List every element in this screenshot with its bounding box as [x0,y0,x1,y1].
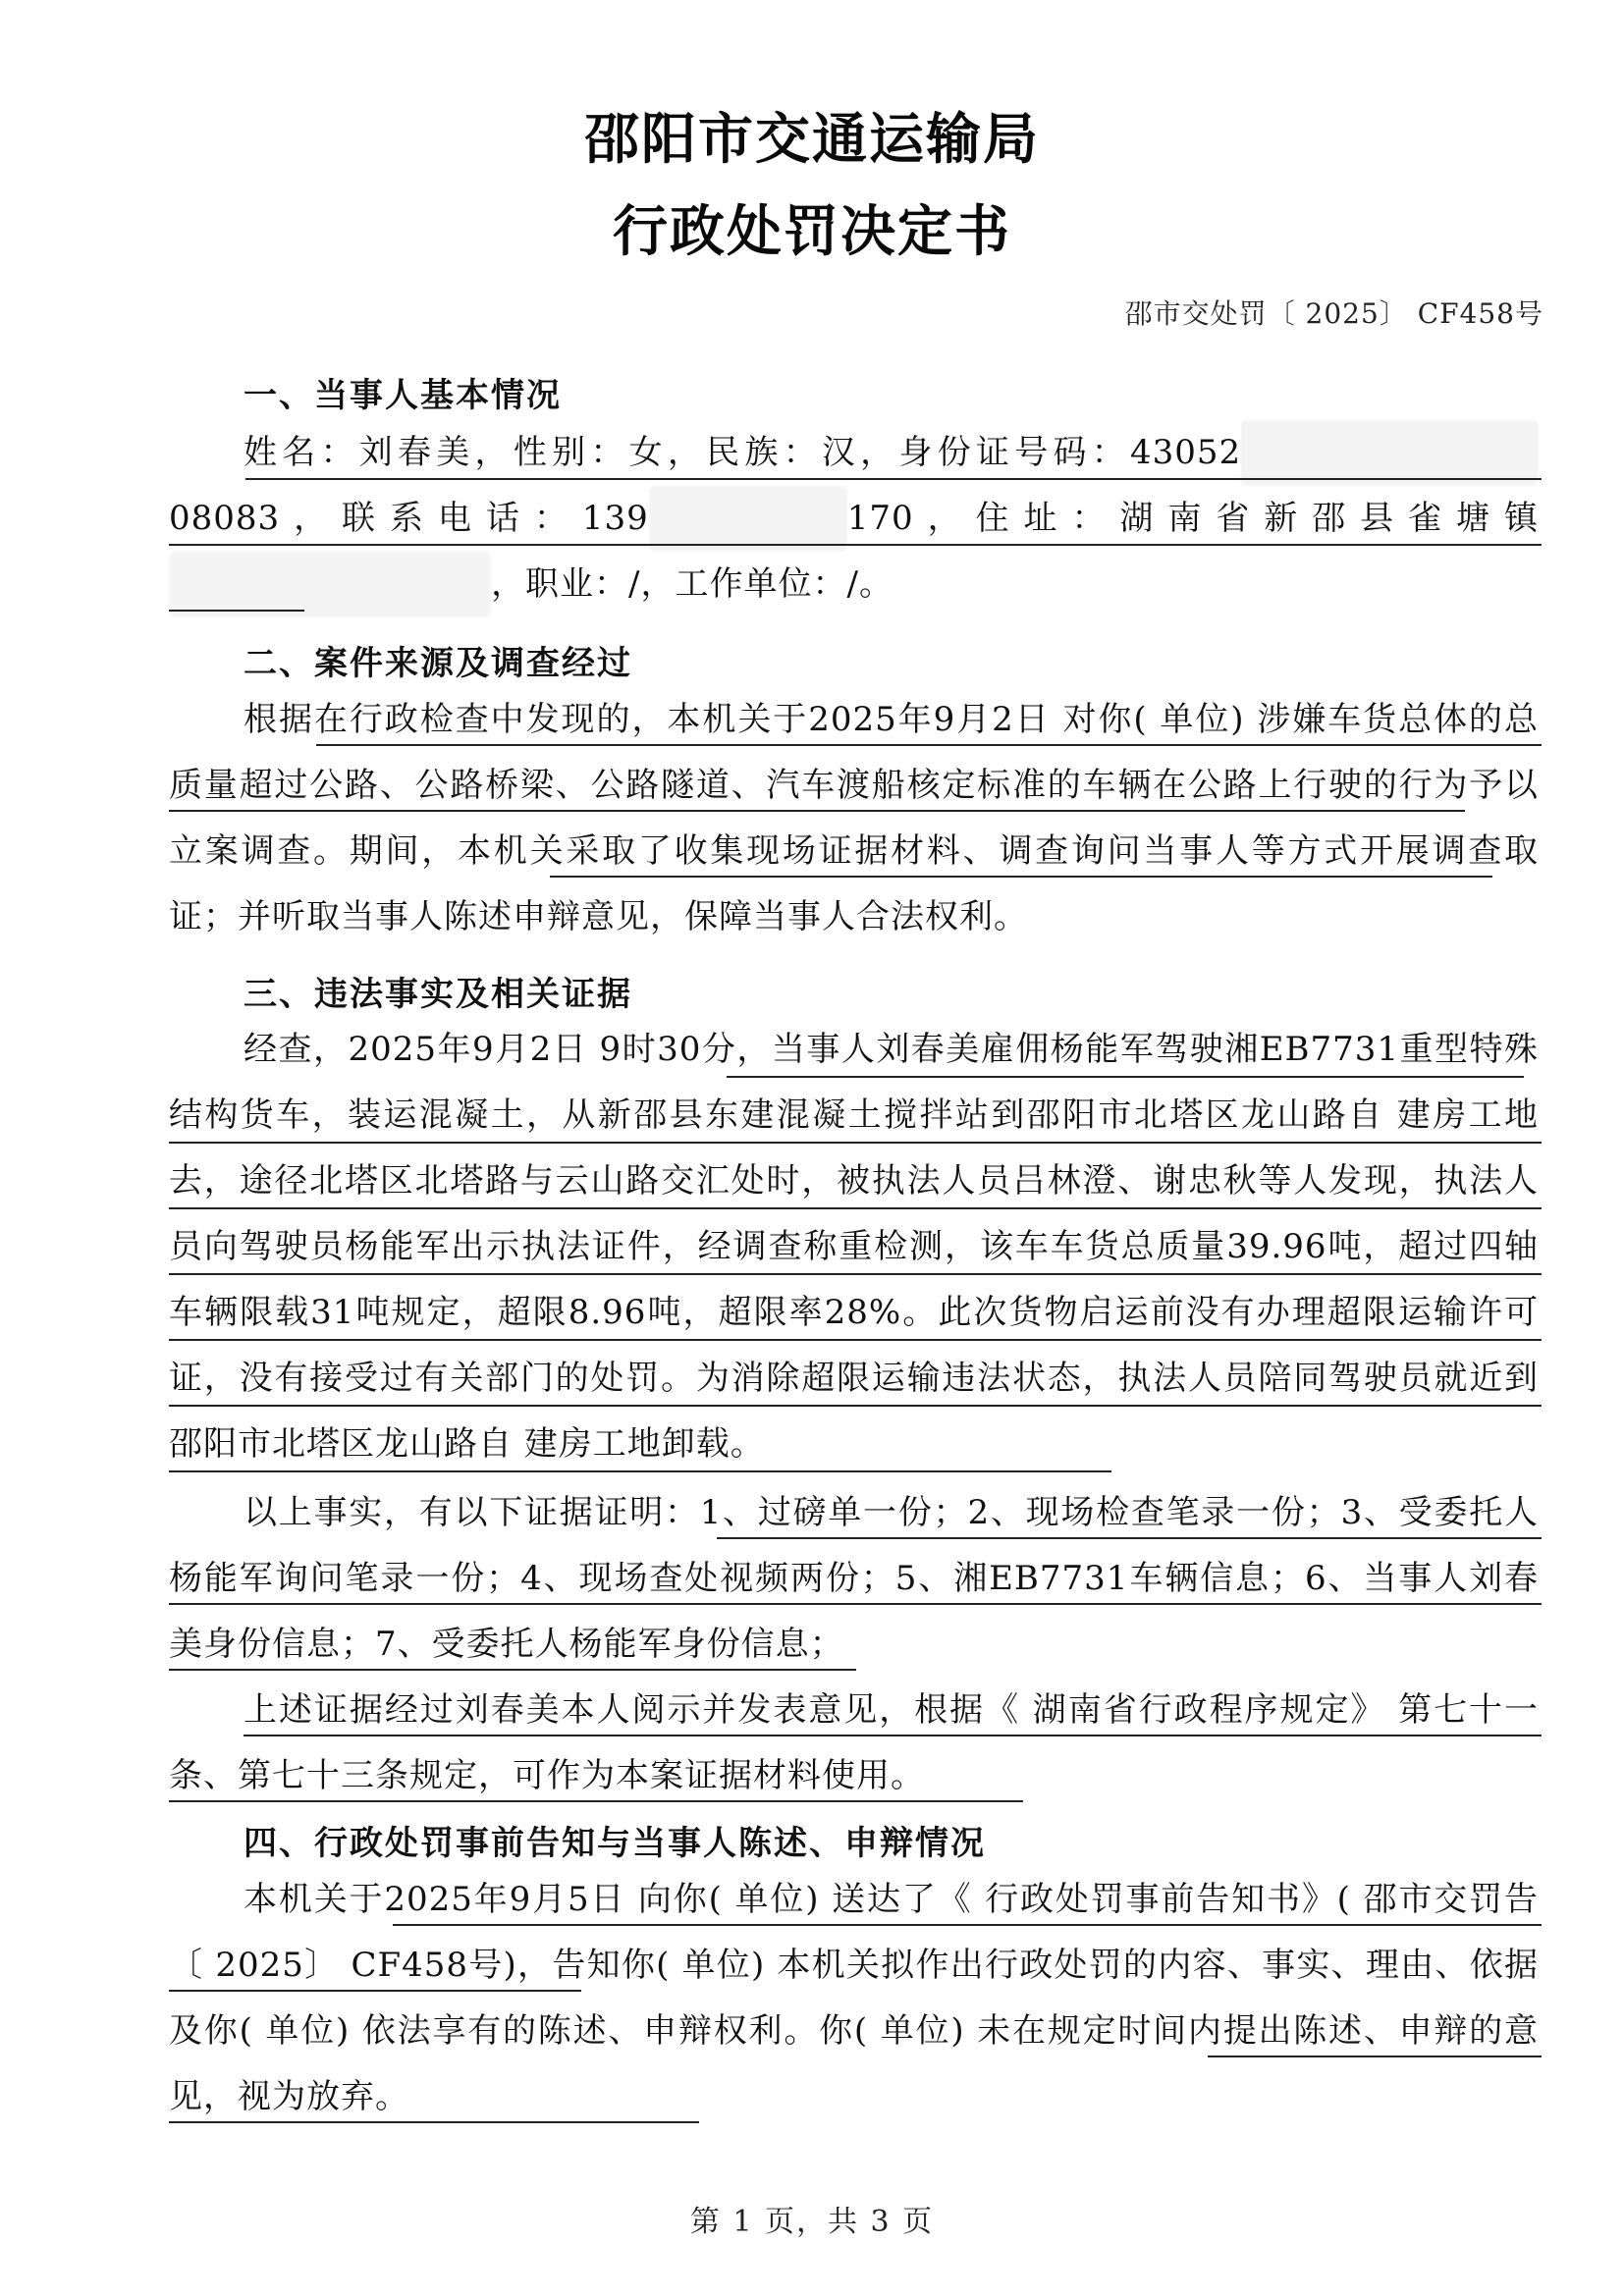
section-heading-facts-evidence: 三、违法事实及相关证据 [244,975,632,1014]
document-title-agency: 邵阳市交通运输局 [584,107,1040,172]
party-info-text-b: 08083，联系电话：139 [169,499,649,538]
underline-rule [169,1405,1542,1407]
underline-rule [316,744,1542,746]
underline-rule [727,1076,1524,1078]
party-info-text-c: 170，住址：湖南省新邵县雀塘镇 [846,499,1539,538]
document-title-type: 行政处罚决定书 [613,199,1011,264]
underline-rule [169,1339,1542,1341]
underline-rule [393,1924,1542,1926]
underline-rule [169,810,1465,812]
evidence-paragraph: 以上事实，有以下证据证明：1、过磅单一份；2、现场检查笔录一份；3、受委托人杨能军询问笔录一份；4、现场查处视频两份；5、湘EB7731车辆信息；6、当事人刘春美身份信息；7、受委托人杨能军身份信息； [169,1493,1539,1664]
redacted-phone-segment [649,486,847,552]
underline-rule [169,2121,699,2123]
section-heading-prior-notice: 四、行政处罚事前告知与当事人陈述、申辩情况 [244,1824,986,1863]
underline-rule [169,1800,1023,1802]
page-number-footer: 第 1 页，共 3 页 [689,2205,935,2239]
case-source-paragraph: 根据在行政检查中发现的，本机关于2025年9月2日 对你( 单位) 涉嫌车货总体的总质量超过公路、公路桥梁、公路隧道、汽车渡船核定标准的车辆在公路上行驶的行为予以立案调查。期间，本机关采取了收集现场证据材料、调查询问当事人等方式开展调查取证；并听取当事人陈述申辩意见，保障当事人合法权利。 [169,700,1539,936]
prior-notice-paragraph: 本机关于2025年9月5日 向你( 单位) 送达了《 行政处罚事前告知书》( 邵市交罚告〔 2025〕 CF458号)，告知你( 单位) 本机关拟作出行政处罚的内容、事实、理由、依据及你( 单位) 依法享有的陈述、申辩权利。你( 单位) 未在规定时间内提出陈述、申辩的意见，视为放弃。 [169,1880,1539,2116]
underline-rule [169,1207,1542,1209]
underline-rule [244,1735,1542,1736]
facts-paragraph: 经查，2025年9月2日 9时30分，当事人刘春美雇佣杨能军驾驶湘EB7731重型特殊结构货车，装运混凝土，从新邵县东建混凝土搅拌站到邵阳市北塔区龙山路自 建房工地去，途径北塔区北塔路与云山路交汇处时，被执法人员吕林澄、谢忠秋等人发现，执法人员向驾驶员杨能军出示执法证件，经调查称重检测，该车车货总质量39.96吨，超过四轴车辆限载31吨规定，超限8.96吨，超限率28%。此次货物启运前没有办理超限运输许可证，没有接受过有关部门的处罚。为消除超限运输违法状态，执法人员陪同驾驶员就近到邵阳市北塔区龙山路自 建房工地卸载。 [169,1030,1539,1464]
party-info-paragraph [169,420,1539,617]
underline-rule [550,876,1492,878]
evidence-basis-paragraph: 上述证据经过刘春美本人阅示并发表意见，根据《 湖南省行政程序规定》 第七十一条、第七十三条规定，可作为本案证据材料使用。 [169,1690,1539,1795]
underline-rule [169,1990,581,1992]
underline-rule [169,1273,1542,1275]
party-info-text-d: ，职业：/，工作单位：/。 [491,564,893,604]
underline-rule [169,1142,1542,1144]
underline-rule [169,544,1542,546]
underline-rule [169,610,304,612]
redacted-address-segment [169,552,491,617]
document-number: 邵市交处罚〔 2025〕 CF458号 [1124,297,1543,330]
underline-rule [169,1470,1111,1472]
underline-rule [717,1537,1542,1539]
underline-rule [1208,2056,1542,2057]
underline-rule [169,1669,856,1671]
section-heading-case-source: 二、案件来源及调查经过 [244,644,632,683]
underline-rule [245,478,1542,480]
section-heading-party-info: 一、当事人基本情况 [244,376,562,415]
party-info-text-a: 姓名：刘春美，性别：女，民族：汉，身份证号码：43052 [244,433,1242,472]
underline-rule [169,1603,1542,1605]
redacted-id-segment [1241,420,1539,486]
